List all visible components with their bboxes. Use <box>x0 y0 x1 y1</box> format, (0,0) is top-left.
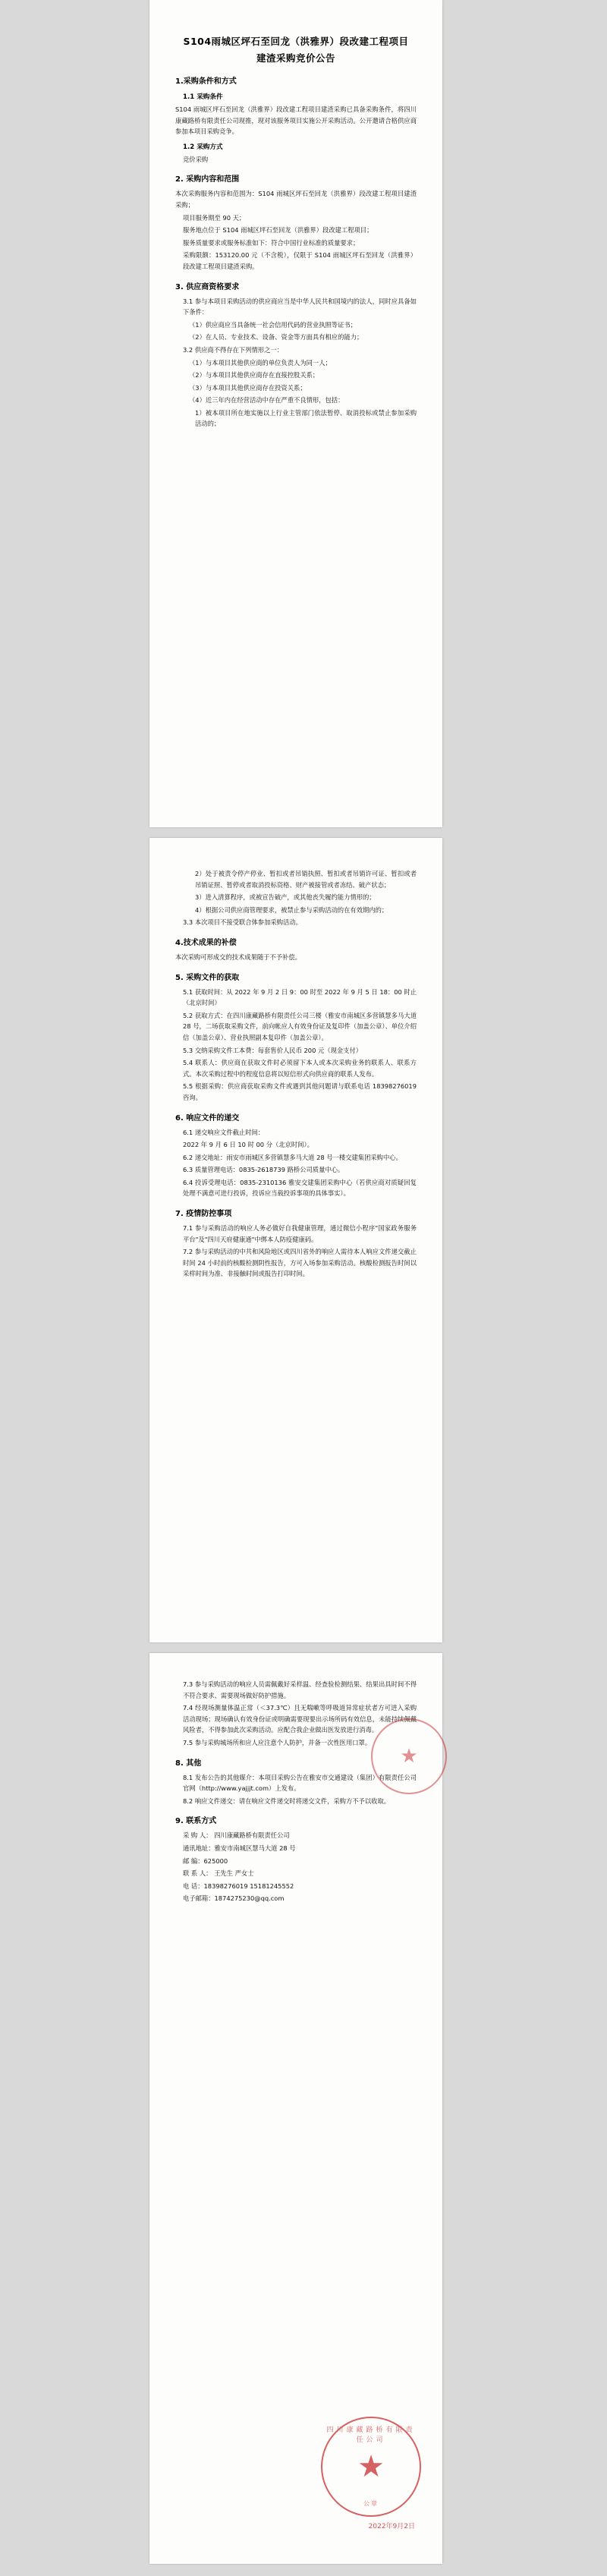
paragraph-6-2: 2022 年 9 月 6 日 10 时 00 分（北京时间）。 <box>183 1141 313 1149</box>
section-heading-2: 2. 采购内容和范围 <box>175 175 240 184</box>
title-line-2: 建渣采购竞价公告 <box>256 52 335 64</box>
paragraph-3-11: 3）进入清算程序，或被宣告破产，或其他丧失履约能力情形的； <box>195 893 376 902</box>
paragraph-7-3: 7.3 参与采购活动的响应人员需佩戴好采样温、经查验检测结果、结果出具时间不得不符合要求、需要现场做好防护措施。 <box>183 1680 417 1699</box>
paragraph-2-5: 采购限额：153120.00 元（不含税），仅限于 S104 雨城区坪石至回龙（洪雅界）段改建工程项目建渣采购。 <box>183 251 417 270</box>
paragraph-3-5: （1）与本项目其他供应商的单位负责人为同一人； <box>189 358 332 367</box>
contact-purchaser: 采 购 人： 四川康藏路桥有限责任公司 <box>183 1831 290 1840</box>
seal-star-icon: ★ <box>357 2449 385 2484</box>
paragraph-5-3: 5.3 交纳采购文件工本费：每套售价人民币 200 元（现金支付） <box>183 1046 363 1054</box>
document-page-3 <box>149 1653 442 2564</box>
document-page-1 <box>149 0 442 827</box>
paragraph-5-2: 5.2 获取方式：在四川康藏路桥有限责任公司三楼（雅安市南城区多营镇慧多马大道 28 号，二场获取采购文件，前向帐应人有效身份证及复印件（加盖公章）、单位介绍信（加盖公章）、营业执照副本复印件（加盖公章）。 <box>183 1011 417 1041</box>
paragraph-3-6: （2）与本项目其他供应商存在直接控股关系； <box>189 371 319 379</box>
title-line-1: S104雨城区坪石至回龙（洪雅界）段改建工程项目 <box>183 36 409 47</box>
paragraph-7-1: 7.1 参与采购活动的响应人务必做好自我健康管理，通过微信小程序"国家政务服务平台"及"四川天府健康通"中绑本人防疫健康码。 <box>183 1224 417 1243</box>
seal-top-text: 四川康藏路桥有限责任公司 <box>326 2426 416 2444</box>
paragraph-6-5: 6.4 投诉受理电话：0835-2310136 雅安交建集团采购中心（若供应商对质疑回复处理不满意可进行投诉，投诉应当载投诉事项的具体事实）。 <box>183 1178 417 1198</box>
contact-email: 电子邮箱：1874275230@qq.com <box>183 1894 285 1903</box>
section-heading-4: 4.技术成果的补偿 <box>175 938 237 947</box>
paragraph-2-3: 服务地点位于 S104 雨城区坪石至回龙（洪雅界）段改建工程项目； <box>183 226 373 235</box>
document-page-2 <box>149 838 442 1642</box>
subsection-heading-1-1: 1.1 采购条件 <box>183 93 223 101</box>
paragraph-7-2: 7.2 参与采购活动的中共和风险地区或四川省外的响应人需待本人响应文件递交截止时间 24 小时前的核酸检测阴性报告，方可入场参加采购活动。核酸检测报告时间以采样时间为准、非接触时间或报告打印时间。 <box>183 1248 417 1278</box>
paragraph-3-12: 4）根据公司供应商管理要求，被禁止参与采购活动的在有效期内的； <box>195 905 388 914</box>
paragraph-3-3: （2）在人员、专业技术、设备、资金等方面具有相应的能力； <box>189 333 363 342</box>
paragraph-6-3: 6.2 递交地址：雨安市雨城区多营镇慧多马大道 28 号一楼交建集团采购中心。 <box>183 1153 402 1161</box>
paragraph-8-1: 8.1 发布公告的其他媒介：本项目采购公告在雅安市交通建设（集团）有限责任公司官网（http://www.yajjjt.com）上发布。 <box>183 1773 417 1793</box>
seal-bottom-text: 公章 <box>363 2500 379 2507</box>
paragraph-7-4: 7.4 经现场测量体温正常（＜37.3℃）且无喘嗽等呼吸道异常症状者方可进入采购活动现场；现场确认有效身份证或明确需要现要出示场所码有效信息，未能持续佩戴风险者，不得参加此次采购活动。应配合我企业做出医发放进行消毒。 <box>183 1704 417 1734</box>
paragraph-3-10: 2）处于被责令停产停业、暂扣或者吊销执照、暂扣或者吊销许可证、暂扣或者吊销证照、暂停或者取消投标资格、财产被接管或者冻结、破产状态； <box>195 870 417 889</box>
contact-phone: 电 话：18398276019 15181245552 <box>183 1882 294 1890</box>
paragraph-4-1: 本次采购可形成交的技术成果随于不予补偿。 <box>175 953 301 961</box>
paragraph-2-1: 本次采购服务内容和范围为：S104 雨城区坪石至回龙（洪雅界）段改建工程项目建渣采购； <box>175 190 417 209</box>
paragraph-8-2: 8.2 响应文件递交：请在响应文件递交时将递交文件，采购方不予以收取。 <box>183 1797 391 1805</box>
paragraph-7-5: 7.5 参与采购城场所和应人应注意个人防护，并备一次性医用口罩。 <box>183 1738 372 1746</box>
section-heading-8: 8. 其他 <box>175 1759 202 1768</box>
page-title <box>175 0 417 67</box>
seal-date: 2022年9月2日 <box>368 2523 415 2530</box>
section-heading-3: 3. 供应商资格要求 <box>175 282 240 291</box>
contact-postcode: 邮 编：625000 <box>183 1856 228 1865</box>
paragraph-3-7: （3）与本项目其他供应商存在投资关系； <box>189 383 307 392</box>
paragraph-6-4: 6.3 质量管理电话：0835-2618739 路桥公司质量中心。 <box>183 1166 344 1174</box>
paragraph-3-4: 3.2 供应商不得存在下列情形之一： <box>183 345 283 354</box>
company-seal <box>321 2417 421 2517</box>
seal-star-icon: ★ <box>400 1745 418 1768</box>
paragraph-1-2-1: 竞价采购 <box>183 155 209 163</box>
section-heading-5: 5. 采购文件的获取 <box>175 973 240 982</box>
paragraph-6-1: 6.1 递交响应文件截止时间： <box>183 1128 265 1136</box>
paragraph-5-4: 5.4 联系人：供应商在获取文件时必须留下本人或本次采购业务的联系人、联系方式。本次采购过程中的程度信息将以短信形式向供应商的联系人发布。 <box>183 1059 417 1078</box>
paragraph-1-1-1: S104 雨城区坪石至回龙（洪雅界）段改建工程项目建渣采购已具备采购条件，将四川康藏路桥有限责任公司现推，现对该服务项目实施公开采购活动。公开邀请合格供应商参加本项目采购竞争。 <box>175 105 417 136</box>
contact-address: 通讯地址：雅安市南城区慧马大道 28 号 <box>183 1844 296 1852</box>
paragraph-2-4: 服务质量要求或服务标准如下：符合中国行业标准的质量要求； <box>183 238 360 247</box>
paragraph-5-1: 5.1 获取时间：从 2022 年 9 月 2 日 9：00 时至 2022 年 9 月 5 日 18：00 时止（北京时间） <box>183 987 417 1007</box>
section-heading-1: 1.采购条件和方式 <box>175 77 237 86</box>
section-heading-6: 6. 响应文件的递交 <box>175 1113 240 1123</box>
paragraph-3-2: （1）供应商应当具备统一社会信用代码的营业执照等证书； <box>189 320 357 329</box>
paragraph-3-8: （4）近三年内在经营活动中存在严重不良情形，包括： <box>189 396 344 405</box>
section-heading-7: 7. 疫情防控事项 <box>175 1210 232 1219</box>
paragraph-3-9: 1）被本项目所在地实施以上行业主管部门依法暂停、取消投标或禁止参加采购活动的； <box>195 408 417 428</box>
paragraph-2-2: 项目服务期至 90 天； <box>183 213 246 222</box>
paragraph-3-13: 3.3 本次项目不接受联合体参加采购活动。 <box>183 918 302 927</box>
paragraph-3-1: 3.1 参与本项目采购活动的供应商应当是中华人民共和国境内的法人，同时应具备如下条件： <box>183 297 417 316</box>
subsection-heading-1-2: 1.2 采购方式 <box>183 143 223 151</box>
contact-person: 联 系 人： 王先生 严女士 <box>183 1869 254 1878</box>
paragraph-5-5: 5.5 根据采购：供应商获取采购文件或遇到其他问题请与联系电话 18398276019 咨询。 <box>183 1082 417 1101</box>
section-heading-9: 9. 联系方式 <box>175 1817 217 1826</box>
